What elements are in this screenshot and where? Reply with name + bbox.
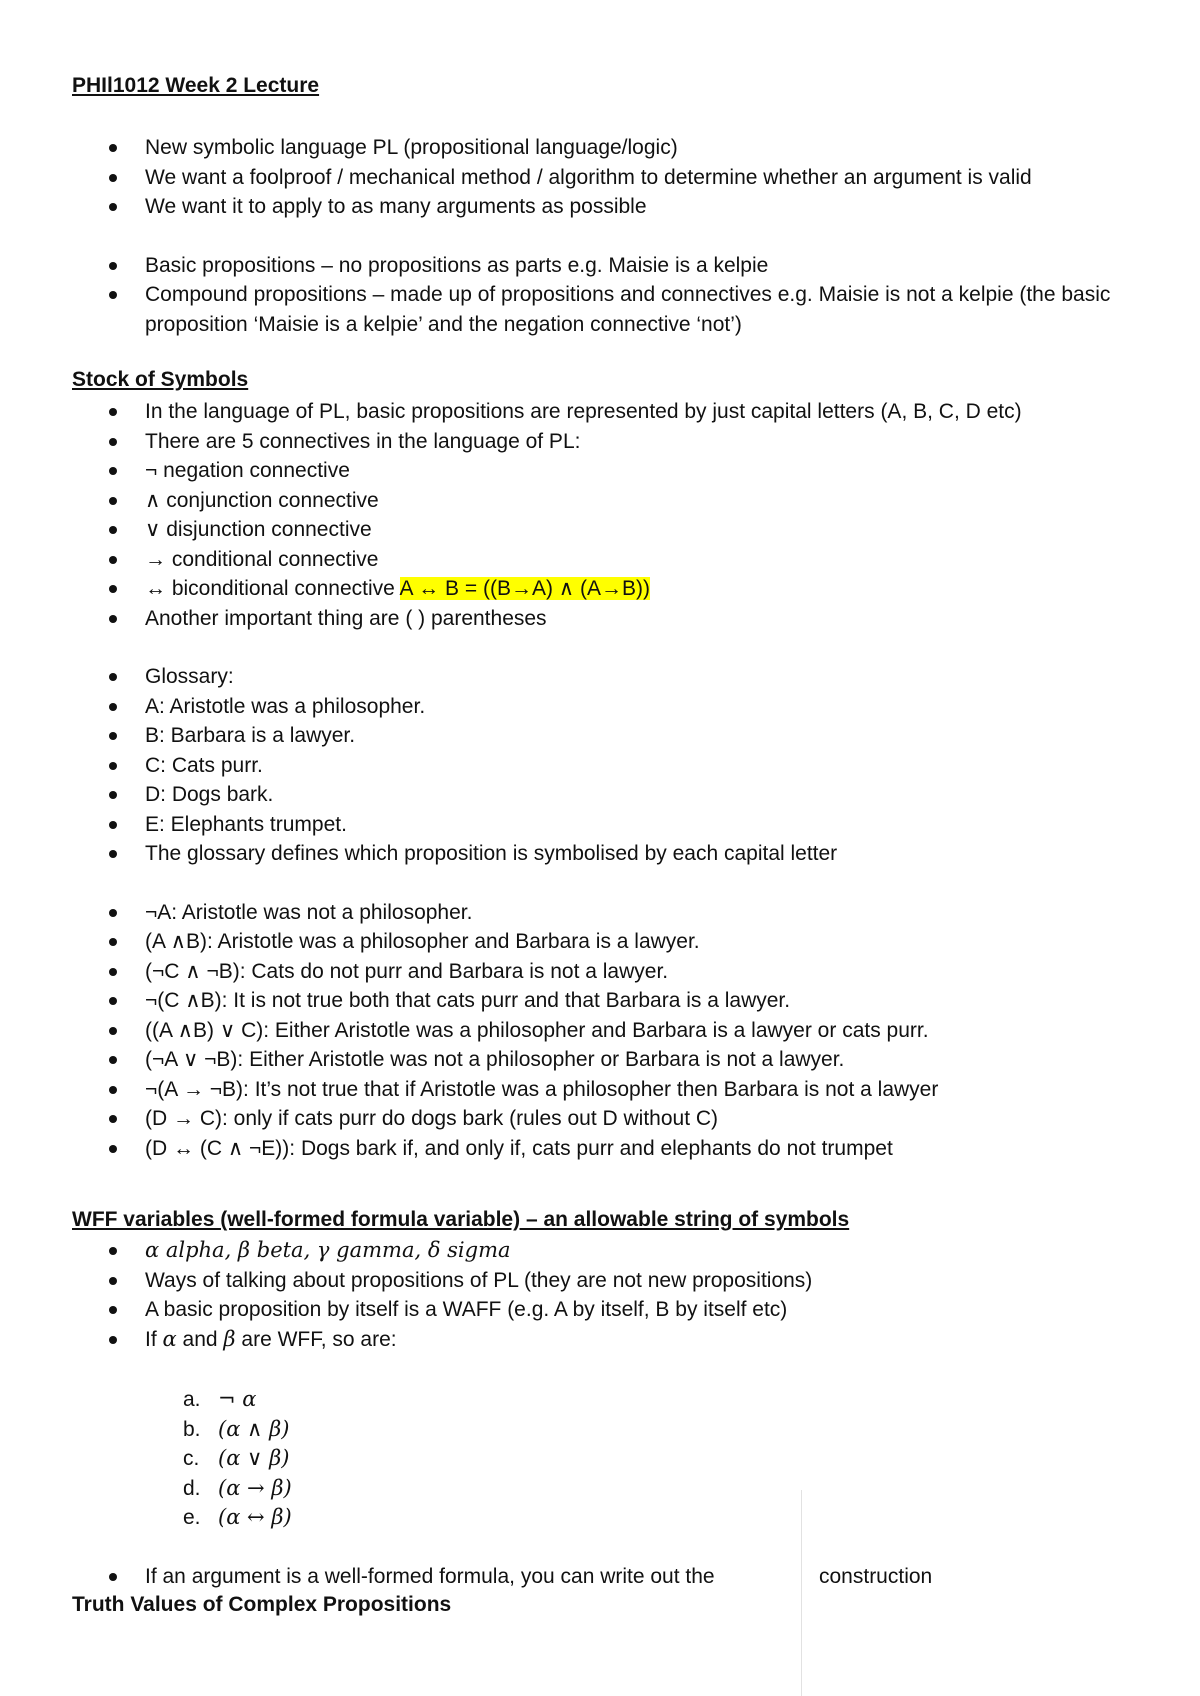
list-item: (D ↔ (C ∧ ¬E)): Dogs bark if, and only if, cats purr and elephants do not trumpet — [0, 1134, 1200, 1164]
highlighted-formula: A ↔ B = ((B→A) ∧ (A→B)) — [399, 577, 650, 600]
rule-label: c. — [183, 1447, 200, 1470]
wff-if-text: If — [145, 1327, 163, 1351]
intro-list — [0, 133, 1200, 339]
rule-item — [0, 1474, 292, 1504]
list-item: → conditional connective — [0, 545, 1200, 575]
list-item: A: Aristotle was a philosopher. — [0, 692, 1200, 722]
list-item-wff-variables: α alpha, β beta, γ gamma, δ sigma — [0, 1236, 1200, 1266]
formation-rules-list — [0, 1385, 292, 1533]
construction-word: construction — [819, 1565, 933, 1588]
list-item: ((A ∧B) ∨ C): Either Aristotle was a philosopher and Barbara is a lawyer or cats purr. — [0, 1016, 1200, 1046]
rule-item — [0, 1444, 292, 1474]
rule-item — [0, 1385, 292, 1415]
list-item: (A ∧B): Aristotle was a philosopher and Barbara is a lawyer. — [0, 927, 1200, 957]
list-item: E: Elephants trumpet. — [0, 810, 1200, 840]
list-item: There are 5 connectives in the language of PL: — [0, 427, 1200, 457]
wff-heading: WFF variables (well-formed formula variable) – an allowable string of symbols — [72, 1208, 850, 1231]
list-item: The glossary defines which proposition is symbolised by each capital letter — [0, 839, 1200, 869]
rule-item — [0, 1415, 292, 1445]
list-item: Glossary: — [0, 662, 1200, 692]
rule-formula: ¬ α — [218, 1387, 257, 1411]
symbols-list — [0, 397, 1200, 1163]
rule-label: b. — [183, 1417, 201, 1441]
wff-if-text: are WFF, so are: — [235, 1327, 397, 1351]
rule-label: a. — [183, 1388, 201, 1411]
list-item: (¬C ∧ ¬B): Cats do not purr and Barbara is not a lawyer. — [0, 957, 1200, 987]
list-item: We want a foolproof / mechanical method / algorithm to determine whether an argument is valid — [0, 163, 1200, 193]
list-item: New symbolic language PL (propositional language/logic) — [0, 133, 1200, 163]
list-item: Another important thing are ( ) parentheses — [0, 604, 1200, 634]
rule-item — [0, 1503, 292, 1533]
list-item: Ways of talking about propositions of PL (they are not new propositions) — [0, 1266, 1200, 1296]
list-item: ¬(C ∧B): It is not true both that cats purr and that Barbara is a lawyer. — [0, 986, 1200, 1016]
list-item: ∧ conjunction connective — [0, 486, 1200, 516]
list-item-wff-if — [0, 1325, 1200, 1355]
list-item: A basic proposition by itself is a WAFF (e.g. A by itself, B by itself etc) — [0, 1295, 1200, 1325]
rule-formula: (α ∨ β) — [218, 1446, 290, 1470]
truth-values-heading: Truth Values of Complex Propositions — [72, 1593, 452, 1616]
rule-formula: (α ↔ β) — [218, 1505, 292, 1529]
rule-label: e. — [183, 1506, 201, 1529]
beta-symbol: β — [223, 1326, 236, 1351]
biconditional-text: ↔ biconditional connective — [145, 577, 400, 600]
list-item: (¬A ∨ ¬B): Either Aristotle was not a philosopher or Barbara is not a lawyer. — [0, 1045, 1200, 1075]
rule-label: d. — [183, 1476, 201, 1500]
rule-formula: (α ∧ β) — [218, 1416, 290, 1441]
page-title: PHIl1012 Week 2 Lecture — [72, 74, 320, 97]
list-item: C: Cats purr. — [0, 751, 1200, 781]
list-item: Basic propositions – no propositions as parts e.g. Maisie is a kelpie — [0, 251, 1200, 281]
list-item: Compound propositions – made up of propositions and connectives e.g. Maisie is not a kelpie (the basic proposition ‘Maisie is a kelpie’ and the negation connective ‘not’) — [0, 280, 1120, 339]
rule-formula: (α → β) — [218, 1475, 292, 1500]
wff-if-text: and — [176, 1327, 224, 1351]
list-item: ¬(A → ¬B): It’s not true that if Aristotle was a philosopher then Barbara is not a lawyer — [0, 1075, 1200, 1105]
alpha-symbol: α — [162, 1326, 177, 1351]
list-item: If an argument is a well-formed formula, you can write out the — [0, 1562, 1200, 1592]
symbols-heading: Stock of Symbols — [72, 368, 249, 391]
list-item: D: Dogs bark. — [0, 780, 1200, 810]
list-item: ¬ negation connective — [0, 456, 1200, 486]
column-divider — [801, 1490, 802, 1696]
wff-list — [0, 1236, 1200, 1354]
list-item: ∨ disjunction connective — [0, 515, 1200, 545]
list-item-biconditional — [0, 574, 1200, 604]
list-item: ¬A: Aristotle was not a philosopher. — [0, 898, 1200, 928]
list-item: We want it to apply to as many arguments as possible — [0, 192, 1200, 222]
list-item: B: Barbara is a lawyer. — [0, 721, 1200, 751]
list-item: In the language of PL, basic propositions are represented by just capital letters (A, B, C, D etc) — [0, 397, 1200, 427]
list-item: (D → C): only if cats purr do dogs bark (rules out D without C) — [0, 1104, 1200, 1134]
final-list — [0, 1562, 1200, 1592]
